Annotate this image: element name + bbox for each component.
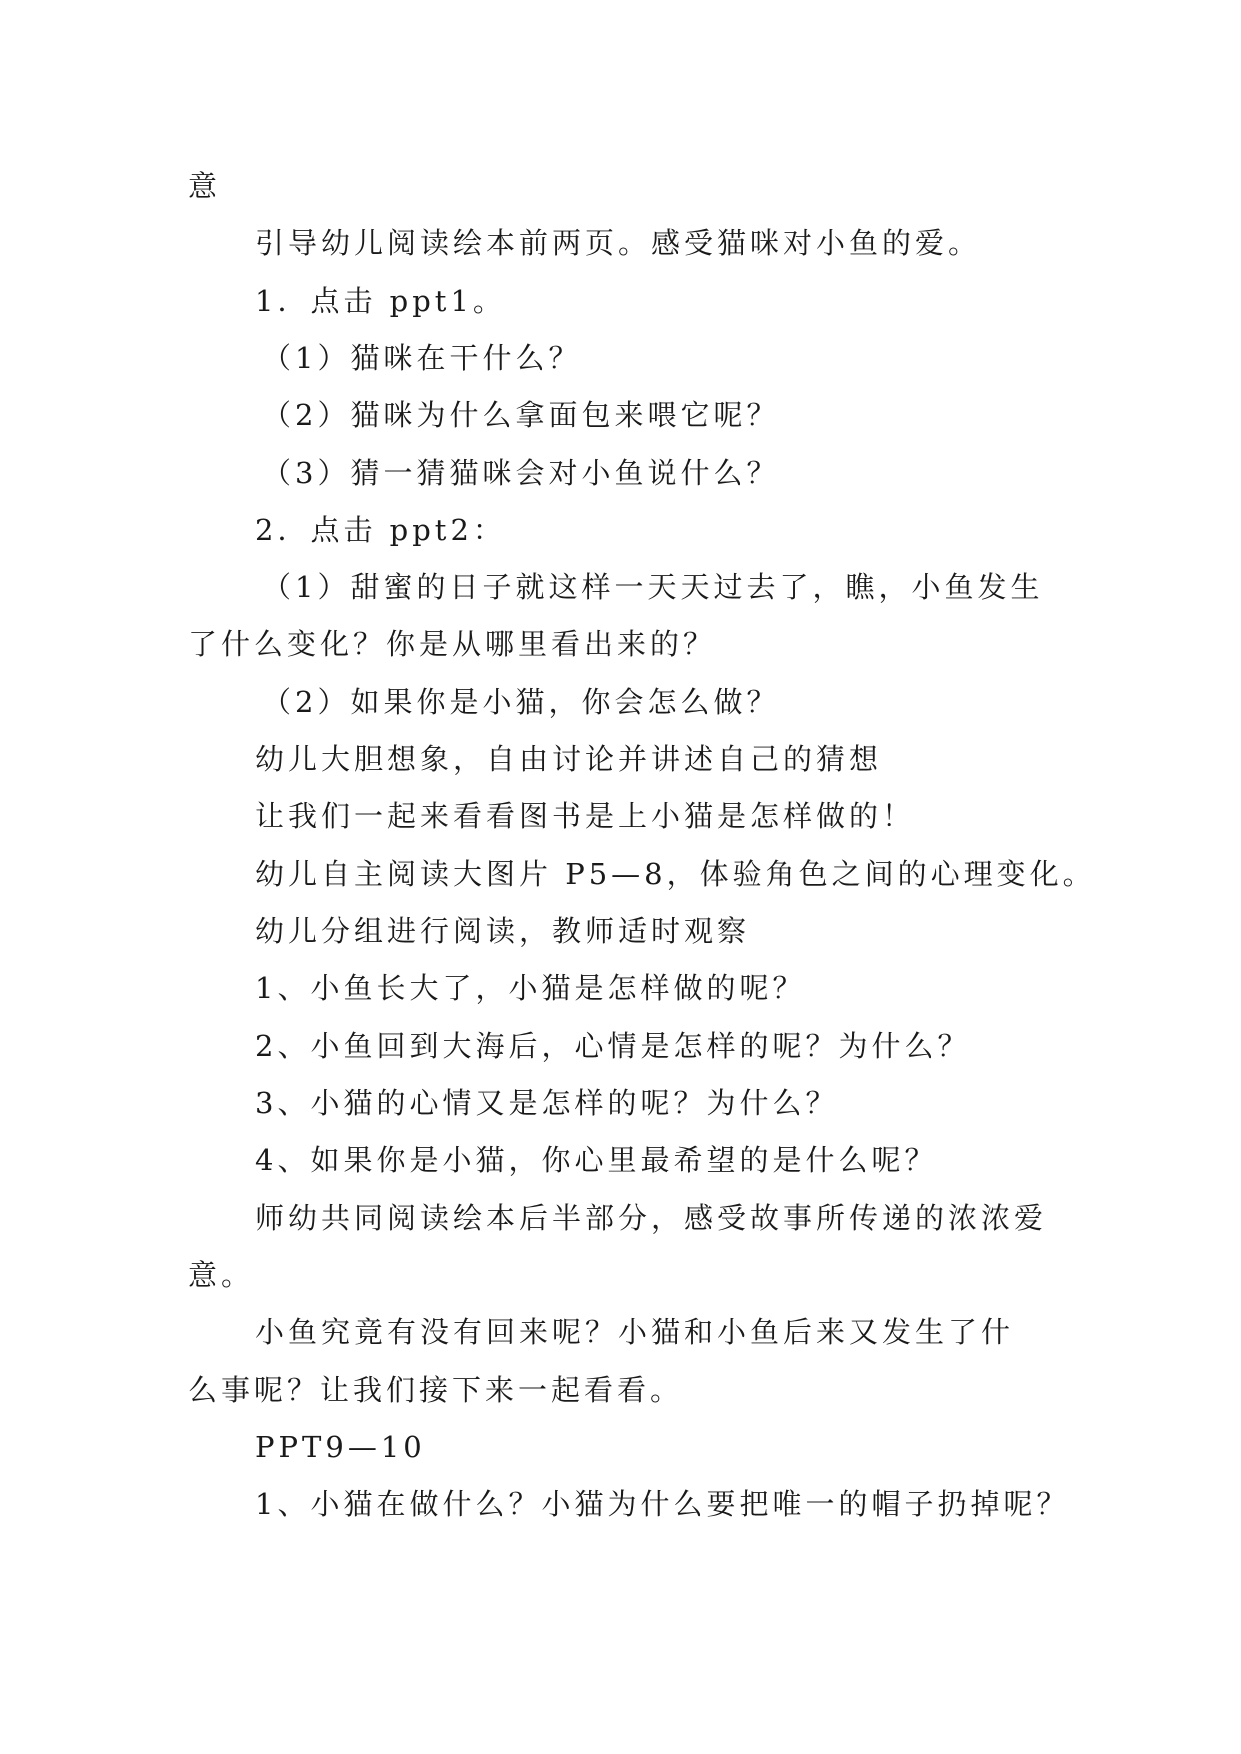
text-line-24: 1、小猫在做什么？小猫为什么要把唯一的帽子扔掉呢？ bbox=[255, 1487, 1070, 1521]
text-line-4: （1）猫咪在干什么？ bbox=[262, 341, 582, 375]
text-line-9: 了什么变化？你是从哪里看出来的？ bbox=[188, 627, 717, 661]
text-line-2: 引导幼儿阅读绘本前两页。感受猫咪对小鱼的爱。 bbox=[255, 226, 982, 260]
text-line-7: 2．点击 ppt2： bbox=[255, 513, 506, 547]
text-line-3: 1．点击 ppt1。 bbox=[255, 284, 506, 318]
text-line-23: PPT9—10 bbox=[255, 1430, 426, 1464]
text-line-12: 让我们一起来看看图书是上小猫是怎样做的！ bbox=[255, 799, 916, 833]
text-line-18: 4、如果你是小猫，你心里最希望的是什么呢？ bbox=[255, 1143, 938, 1177]
text-line-1: 意 bbox=[188, 169, 222, 203]
text-line-20: 意。 bbox=[188, 1258, 255, 1292]
text-line-16: 2、小鱼回到大海后，心情是怎样的呢？为什么？ bbox=[255, 1029, 971, 1063]
text-line-8: （1）甜蜜的日子就这样一天天过去了，瞧，小鱼发生 bbox=[262, 570, 1044, 604]
text-line-6: （3）猜一猜猫咪会对小鱼说什么？ bbox=[262, 456, 780, 490]
text-line-22: 么事呢？让我们接下来一起看看。 bbox=[188, 1373, 684, 1407]
text-line-5: （2）猫咪为什么拿面包来喂它呢？ bbox=[262, 398, 780, 432]
text-line-10: （2）如果你是小猫，你会怎么做？ bbox=[262, 685, 780, 719]
text-line-14: 幼儿分组进行阅读，教师适时观察 bbox=[255, 914, 751, 948]
text-line-21: 小鱼究竟有没有回来呢？小猫和小鱼后来又发生了什 bbox=[255, 1315, 1015, 1349]
text-line-19: 师幼共同阅读绘本后半部分，感受故事所传递的浓浓爱 bbox=[255, 1201, 1048, 1235]
text-line-13: 幼儿自主阅读大图片 P5—8，体验角色之间的心理变化。 bbox=[255, 857, 1096, 891]
text-line-15: 1、小鱼长大了，小猫是怎样做的呢？ bbox=[255, 971, 806, 1005]
text-line-17: 3、小猫的心情又是怎样的呢？为什么？ bbox=[255, 1086, 839, 1120]
text-line-11: 幼儿大胆想象，自由讨论并讲述自己的猜想 bbox=[255, 742, 883, 776]
